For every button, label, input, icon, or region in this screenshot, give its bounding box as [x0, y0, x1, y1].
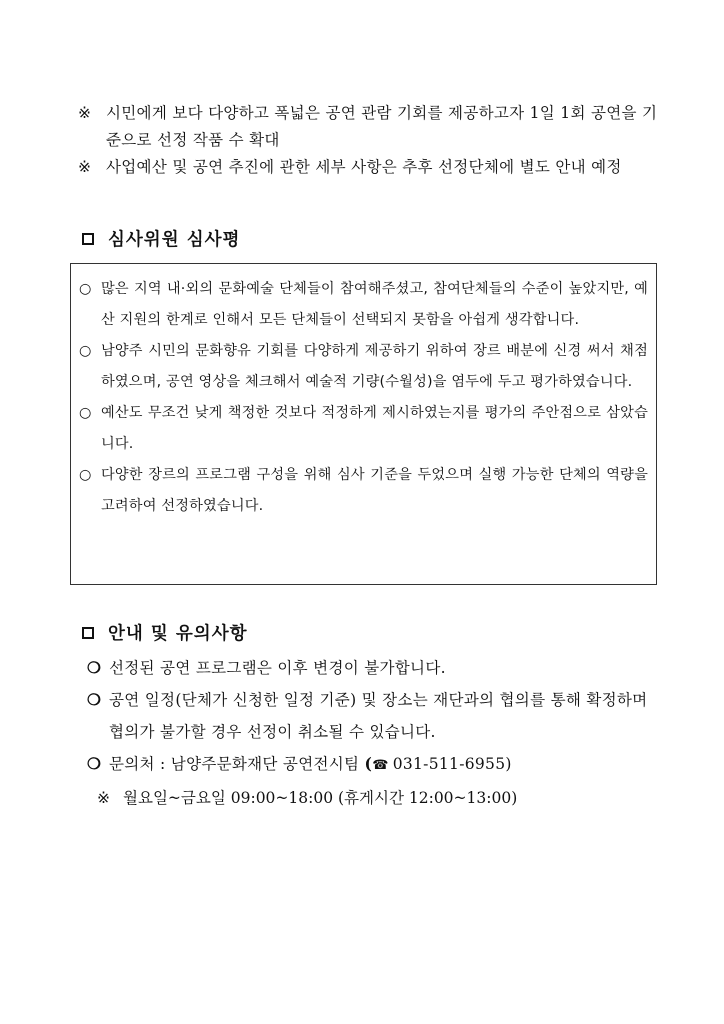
- notes-block: [78, 100, 668, 181]
- review-item-text: 다양한 장르의 프로그램 구성을 위해 심사 기준을 두었으며 실행 가능한 단체의 역량을 고려하여 선정하였습니다.: [101, 467, 648, 514]
- contact-label: 문의처 : 남양주문화재단 공연전시팀: [109, 755, 360, 773]
- office-hours-text: 월요일~금요일 09:00~18:00 (휴게시간 12:00~13:00): [123, 789, 518, 807]
- review-item: [79, 398, 648, 460]
- circle-bullet-icon: ❍: [87, 690, 102, 709]
- review-section-title: [82, 226, 240, 251]
- guide-item: [87, 684, 667, 748]
- note-item: [78, 154, 668, 181]
- circle-bullet-icon: ○: [79, 405, 92, 421]
- review-title-text: 심사위원 심사평: [108, 230, 241, 250]
- circle-bullet-icon: ❍: [87, 754, 102, 773]
- review-item-text: 남양주 시민의 문화향유 기회를 다양하게 제공하기 위하여 장르 배분에 신경 써서 채점하였으며, 공연 영상을 체크해서 예술적 기량(수월성)을 염두에 두고 평가하였습니다.: [101, 343, 648, 390]
- reference-mark: ※: [78, 104, 92, 122]
- reference-mark: ※: [78, 158, 92, 176]
- guide-title-text: 안내 및 유의사항: [108, 624, 248, 644]
- contact-phone-open: (: [364, 754, 373, 773]
- review-item: [79, 460, 648, 522]
- review-comments-box: [70, 263, 657, 585]
- review-item-text: 많은 지역 내·외의 문화예술 단체들이 참여해주셨고, 참여단체들의 수준이 높았지만, 예산 지원의 한계로 인해서 모든 단체들이 선택되지 못함을 아쉽게 생각합니다.: [101, 281, 648, 328]
- note-item: [78, 100, 668, 154]
- note-text: 시민에게 보다 다양하고 폭넓은 공연 관람 기회를 제공하고자 1일 1회 공연을 기준으로 선정 작품 수 확대: [106, 104, 658, 149]
- guide-block: [87, 652, 667, 814]
- guide-item: [87, 652, 667, 684]
- checkbox-square-icon: [82, 627, 94, 639]
- office-hours: [97, 782, 667, 814]
- note-text: 사업예산 및 공연 추진에 관한 세부 사항은 추후 선정단체에 별도 안내 예정: [106, 158, 622, 176]
- contact-phone: 031-511-6955): [392, 755, 512, 773]
- contact-item: [87, 748, 667, 782]
- reference-mark: ※: [97, 789, 110, 807]
- circle-bullet-icon: ○: [79, 281, 92, 297]
- review-item: [79, 274, 648, 336]
- guide-item-text: 선정된 공연 프로그램은 이후 변경이 불가합니다.: [109, 659, 446, 677]
- circle-bullet-icon: ○: [79, 343, 92, 359]
- telephone-icon: ☎: [372, 758, 389, 773]
- review-item: [79, 336, 648, 398]
- guide-section-title: [82, 620, 248, 645]
- circle-bullet-icon: ❍: [87, 658, 102, 677]
- review-item-text: 예산도 무조건 낮게 책정한 것보다 적정하게 제시하였는지를 평가의 주안점으로 삼았습니다.: [101, 405, 648, 452]
- checkbox-square-icon: [82, 233, 94, 245]
- guide-item-text: 공연 일정(단체가 신청한 일정 기준) 및 장소는 재단과의 협의를 통해 확정하며 협의가 불가할 경우 선정이 취소될 수 있습니다.: [109, 691, 648, 741]
- circle-bullet-icon: ○: [79, 467, 92, 483]
